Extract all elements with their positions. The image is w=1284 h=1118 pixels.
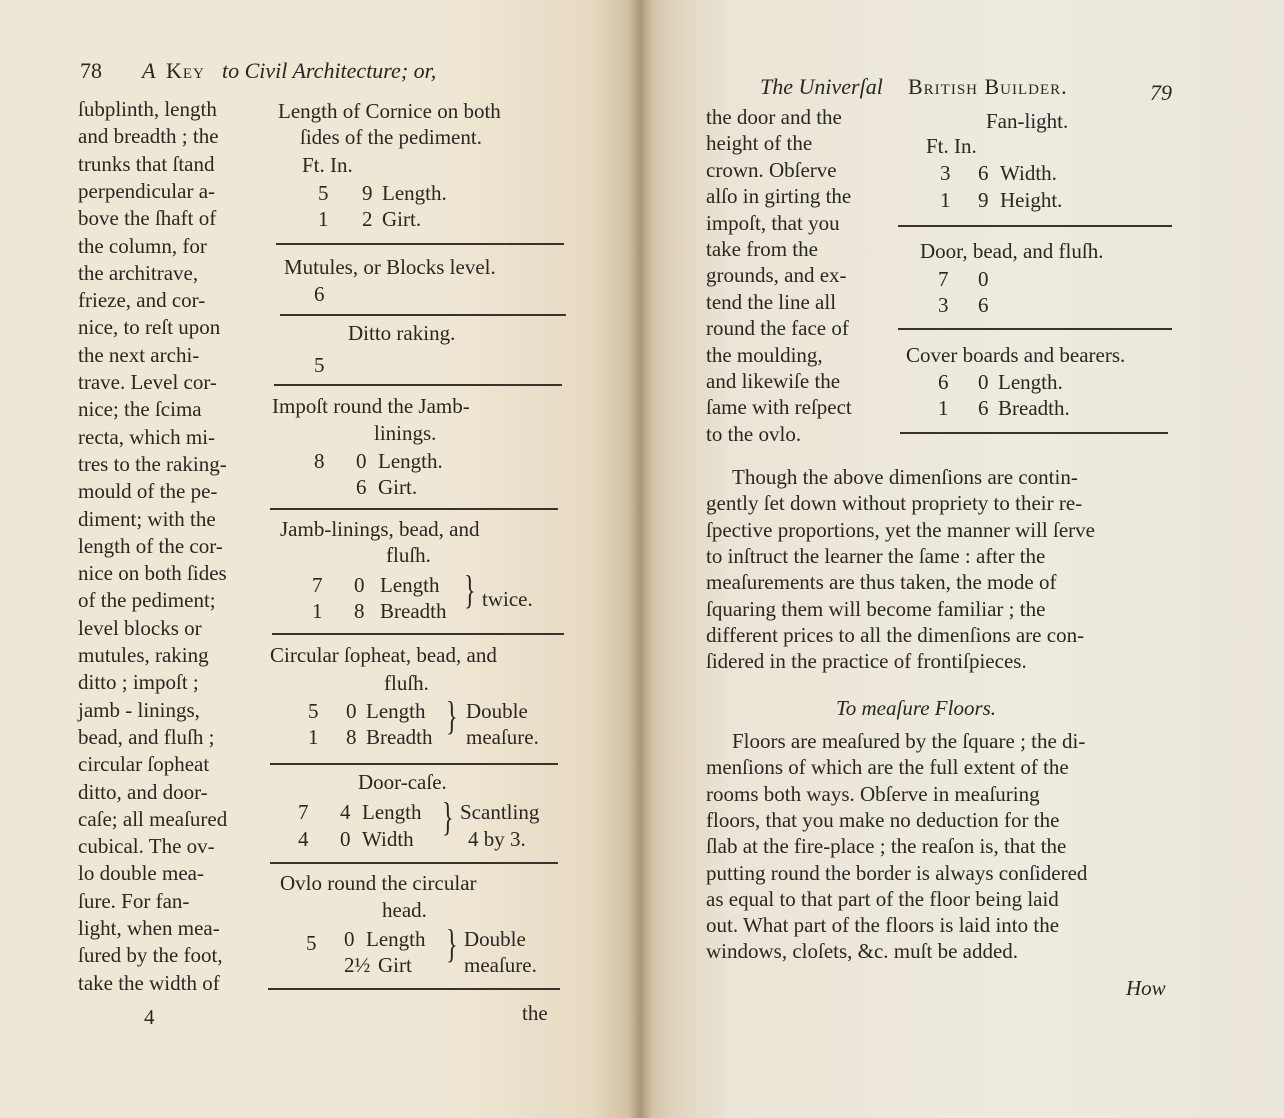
ditto-raking-heading: Ditto raking. bbox=[348, 321, 456, 345]
running-head-a: A bbox=[142, 58, 156, 83]
text-line: putting round the border is always conſidered bbox=[706, 860, 1088, 885]
door-case-ft-2: 4 bbox=[298, 827, 309, 851]
jamb-in-1: 0 bbox=[354, 573, 365, 597]
text-line: ſame with reſpect bbox=[706, 395, 852, 420]
text-line: bead, and fluſh ; bbox=[78, 724, 215, 749]
cornice-label-2: Girt. bbox=[382, 207, 422, 231]
ditto-raking-value: 5 bbox=[314, 353, 325, 377]
door-bead-heading: Door, bead, and fluſh. bbox=[920, 239, 1104, 263]
sopheat-heading-1: Circular ſopheat, bead, and bbox=[270, 643, 497, 667]
text-line: Though the above dimenſions are contin- bbox=[732, 465, 1078, 489]
text-line: ditto ; impoſt ; bbox=[78, 670, 199, 695]
cover-boards-in-1: 0 bbox=[978, 370, 989, 394]
ovlo-in-2: 2½ bbox=[344, 953, 371, 977]
impost-in-2: 6 bbox=[356, 475, 367, 499]
rule bbox=[280, 314, 566, 316]
brace: } bbox=[442, 794, 454, 839]
fanlight-in-2: 9 bbox=[978, 188, 989, 212]
jamb-note: twice. bbox=[482, 587, 533, 611]
text-line: ſubplinth, length bbox=[78, 97, 217, 121]
rule bbox=[268, 988, 560, 990]
text-line: bove the ſhaft of bbox=[78, 206, 217, 231]
door-bead-in-2: 6 bbox=[978, 293, 989, 317]
ovlo-heading-1: Ovlo round the circular bbox=[280, 871, 477, 895]
rule bbox=[898, 328, 1172, 330]
impost-ft-1: 8 bbox=[314, 449, 325, 473]
text-line: length of the cor- bbox=[78, 533, 223, 558]
text-line: cubical. The ov- bbox=[78, 834, 215, 859]
sopheat-note-1: Double bbox=[466, 699, 528, 723]
text-line: ſidered in the practice of frontiſpieces. bbox=[706, 649, 1027, 674]
text-line: and breadth ; the bbox=[78, 124, 219, 149]
brace: } bbox=[446, 921, 458, 966]
text-line: circular ſopheat bbox=[78, 752, 210, 777]
text-line: gently ſet down without propriety to their re- bbox=[706, 491, 1083, 516]
ovlo-note-2: meaſure. bbox=[464, 953, 537, 977]
sopheat-label-2: Breadth bbox=[366, 725, 433, 749]
fanlight-units: Ft. In. bbox=[926, 134, 977, 158]
running-head-small-caps: British Builder. bbox=[908, 74, 1068, 99]
text-line: take the width of bbox=[78, 970, 220, 995]
text-line: out. What part of the floors is laid into the bbox=[706, 913, 1060, 938]
catchword-right: How bbox=[1126, 976, 1166, 1000]
text-line: ſquaring them will become familiar ; the bbox=[706, 596, 1046, 621]
text-line: windows, cloſets, &c. muſt be added. bbox=[706, 939, 1019, 964]
catchword-left: the bbox=[522, 1001, 548, 1025]
rule bbox=[270, 508, 558, 510]
rule bbox=[272, 633, 564, 635]
brace: } bbox=[446, 693, 458, 738]
text-line: ſure. For fan- bbox=[78, 888, 190, 913]
section-heading: To meaſure Floors. bbox=[836, 696, 997, 720]
text-line: ditto, and door- bbox=[78, 779, 208, 804]
text-line: ſlab at the fire-place ; the reaſon is, that the bbox=[706, 834, 1067, 859]
fanlight-label-2: Height. bbox=[1000, 188, 1063, 212]
text-line: of the pediment; bbox=[78, 588, 216, 613]
cornice-label-1: Length. bbox=[382, 181, 447, 205]
jamb-label-2: Breadth bbox=[380, 599, 447, 623]
text-line: floors, that you make no deduction for the bbox=[706, 807, 1060, 832]
text-line: mutules, raking bbox=[78, 643, 209, 667]
rule bbox=[276, 243, 564, 245]
text-line: frieze, and cor- bbox=[78, 288, 206, 313]
cornice-heading-2: ſides of the pediment. bbox=[300, 125, 482, 149]
jamb-label-1: Length bbox=[380, 573, 440, 597]
door-bead-in-1: 0 bbox=[978, 267, 989, 291]
ovlo-label-2: Girt bbox=[378, 953, 412, 977]
page-number-left: 78 bbox=[80, 58, 102, 83]
text-line: crown. Obſerve bbox=[706, 157, 837, 182]
cover-boards-label-1: Length. bbox=[998, 370, 1063, 394]
jamb-heading-1: Jamb-linings, bead, and bbox=[280, 517, 480, 541]
cornice-in-1: 9 bbox=[362, 181, 373, 205]
text-line: the architrave, bbox=[78, 260, 199, 285]
text-line: the next archi- bbox=[78, 342, 200, 367]
rule bbox=[270, 862, 558, 864]
impost-label-1: Length. bbox=[378, 449, 443, 473]
signature-mark: 4 bbox=[144, 1005, 155, 1029]
text-line: grounds, and ex- bbox=[706, 263, 847, 288]
ovlo-note-1: Double bbox=[464, 927, 526, 951]
impost-heading-2: linings. bbox=[374, 421, 437, 445]
cover-boards-heading: Cover boards and bearers. bbox=[906, 343, 1126, 367]
jamb-heading-2: fluſh. bbox=[386, 543, 431, 567]
cover-boards-ft-1: 6 bbox=[938, 370, 949, 394]
text-line: jamb - linings, bbox=[78, 697, 200, 722]
door-bead-ft-2: 3 bbox=[938, 293, 949, 317]
ovlo-in-1: 0 bbox=[344, 927, 355, 951]
fanlight-label-1: Width. bbox=[1000, 161, 1057, 185]
text-line: Floors are meaſured by the ſquare ; the di- bbox=[732, 729, 1086, 753]
door-case-label-2: Width bbox=[362, 827, 414, 851]
fanlight-heading: Fan-light. bbox=[986, 109, 1069, 133]
text-line: lo double mea- bbox=[78, 861, 204, 886]
cornice-ft-2: 1 bbox=[318, 207, 329, 231]
door-case-note-1: Scantling bbox=[460, 800, 540, 824]
sopheat-note-2: meaſure. bbox=[466, 725, 539, 749]
mutules-value: 6 bbox=[314, 282, 325, 306]
sopheat-in-1: 0 bbox=[346, 699, 357, 723]
cornice-units: Ft. In. bbox=[302, 153, 353, 177]
text-line: impoſt, that you bbox=[706, 210, 840, 235]
running-head-key: Key bbox=[166, 58, 205, 83]
page-number-right: 79 bbox=[1150, 80, 1172, 105]
sopheat-ft-1: 5 bbox=[308, 699, 319, 723]
text-line: recta, which mi- bbox=[78, 424, 216, 449]
impost-in-1: 0 bbox=[356, 449, 367, 473]
text-line: rooms both ways. Obſerve in meaſuring bbox=[706, 781, 1040, 806]
cornice-heading-1: Length of Cornice on both bbox=[278, 99, 501, 123]
cover-boards-label-2: Breadth. bbox=[998, 396, 1070, 420]
cover-boards-ft-2: 1 bbox=[938, 396, 949, 420]
running-head-italic: The Univerſal bbox=[760, 74, 883, 99]
running-head-title: to Civil Architecture; or, bbox=[222, 58, 437, 83]
left-page bbox=[0, 0, 640, 1118]
text-line: nice on both ſides bbox=[78, 561, 227, 586]
text-line: the moulding, bbox=[706, 342, 823, 367]
text-line: trunks that ſtand bbox=[78, 151, 215, 176]
rule bbox=[270, 763, 558, 765]
rule bbox=[900, 432, 1168, 434]
text-line: menſions of which are the full extent of the bbox=[706, 755, 1069, 780]
text-line: to the ovlo. bbox=[706, 421, 802, 446]
mutules-heading: Mutules, or Blocks level. bbox=[284, 255, 496, 279]
fanlight-ft-1: 3 bbox=[940, 161, 951, 185]
text-line: different prices to all the dimenſions are con- bbox=[706, 622, 1085, 647]
cover-boards-in-2: 6 bbox=[978, 396, 989, 420]
sopheat-heading-2: fluſh. bbox=[384, 671, 429, 695]
sopheat-label-1: Length bbox=[366, 699, 426, 723]
rule bbox=[274, 384, 562, 386]
text-line: round the face of bbox=[706, 316, 849, 341]
sopheat-in-2: 8 bbox=[346, 725, 357, 749]
cornice-ft-1: 5 bbox=[318, 181, 329, 205]
text-line: and likewiſe the bbox=[706, 369, 841, 393]
door-case-in-2: 0 bbox=[340, 827, 351, 851]
door-case-ft-1: 7 bbox=[298, 800, 309, 824]
text-line: meaſurements are thus taken, the mode of bbox=[706, 570, 1057, 595]
book-gutter bbox=[628, 0, 652, 1118]
text-line: take from the bbox=[706, 237, 818, 261]
sopheat-ft-2: 1 bbox=[308, 725, 319, 749]
door-case-heading: Door-caſe. bbox=[358, 770, 447, 794]
rule bbox=[898, 225, 1172, 227]
door-case-in-1: 4 bbox=[340, 800, 351, 824]
jamb-ft-2: 1 bbox=[312, 599, 323, 623]
text-line: mould of the pe- bbox=[78, 479, 218, 504]
impost-label-2: Girt. bbox=[378, 475, 418, 499]
impost-heading-1: Impoſt round the Jamb- bbox=[272, 394, 470, 418]
text-line: height of the bbox=[706, 131, 813, 156]
cornice-in-2: 2 bbox=[362, 207, 373, 231]
text-line: level blocks or bbox=[78, 615, 202, 640]
text-line: ſpective proportions, yet the manner will ſerve bbox=[706, 517, 1095, 542]
door-bead-ft-1: 7 bbox=[938, 267, 949, 291]
ovlo-label-1: Length bbox=[366, 927, 426, 951]
text-line: perpendicular a- bbox=[78, 178, 216, 203]
text-line: alſo in girting the bbox=[706, 184, 852, 209]
text-line: tres to the raking- bbox=[78, 451, 227, 476]
fanlight-in-1: 6 bbox=[978, 161, 989, 185]
jamb-in-2: 8 bbox=[354, 599, 365, 623]
text-line: as equal to that part of the floor being laid bbox=[706, 886, 1059, 911]
text-line: the door and the bbox=[706, 105, 842, 129]
brace: } bbox=[464, 567, 476, 612]
right-page bbox=[640, 0, 1284, 1118]
text-line: nice; the ſcima bbox=[78, 397, 202, 422]
door-case-note-2: 4 by 3. bbox=[468, 827, 526, 851]
text-line: the column, for bbox=[78, 233, 207, 258]
ovlo-heading-2: head. bbox=[382, 898, 427, 922]
text-line: caſe; all meaſured bbox=[78, 806, 228, 831]
text-line: ſured by the foot, bbox=[78, 943, 223, 968]
fanlight-ft-2: 1 bbox=[940, 188, 951, 212]
text-line: to inſtruct the learner the ſame : after the bbox=[706, 543, 1046, 568]
text-line: trave. Level cor- bbox=[78, 370, 217, 394]
jamb-ft-1: 7 bbox=[312, 573, 323, 597]
text-line: diment; with the bbox=[78, 506, 216, 531]
text-line: light, when mea- bbox=[78, 916, 220, 940]
ovlo-ft-1: 5 bbox=[306, 931, 317, 955]
door-case-label-1: Length bbox=[362, 800, 422, 824]
text-line: tend the line all bbox=[706, 289, 837, 314]
text-line: nice, to reſt upon bbox=[78, 315, 221, 340]
